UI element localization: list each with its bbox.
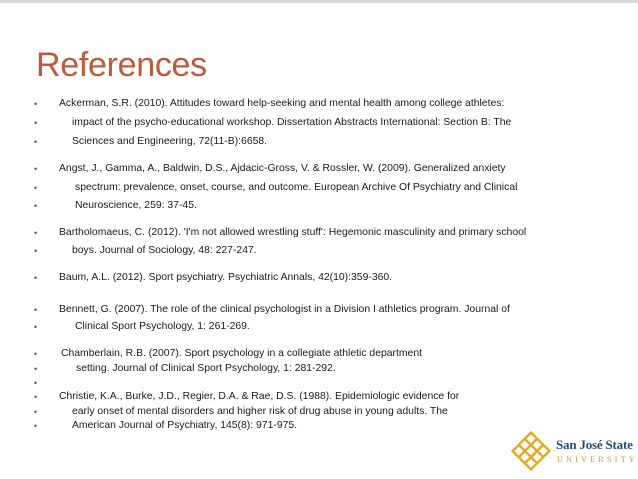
- reference-text: early onset of mental disorders and higher risk of drug abuse in young adults. The: [72, 406, 448, 417]
- bullet: •: [34, 349, 38, 359]
- reference-line: [0, 226, 600, 240]
- bullet: •: [34, 137, 38, 147]
- reference-text: Bennett, G. (2007). The role of the clinical psychologist in a Division I athletics program. Journal of: [59, 304, 510, 315]
- university-logo: [511, 431, 638, 473]
- reference-line: [0, 362, 600, 376]
- bullet: •: [34, 305, 38, 315]
- reference-text: boys. Journal of Sociology, 48: 227-247.: [72, 245, 257, 256]
- reference-text: Christie, K.A., Burke, J.D., Regier, D.A. & Rae, D.S. (1988). Epidemiologic evidence for: [59, 391, 460, 402]
- bullet: •: [34, 164, 38, 174]
- university-name: San José State: [556, 437, 633, 452]
- reference-line: [0, 419, 600, 433]
- bullet: •: [34, 99, 38, 109]
- bullet: •: [34, 364, 38, 374]
- bullet: •: [34, 421, 38, 431]
- reference-text: Chamberlain, R.B. (2007). Sport psychology in a collegiate athletic department: [61, 348, 422, 359]
- reference-text: spectrum: prevalence, onset, course, and outcome. European Archive Of Psychiatry and Clinical: [75, 182, 518, 193]
- reference-text: Bartholomaeus, C. (2012). 'I'm not allowed wrestling stuff': Hegemonic masculinity and primary school: [59, 227, 527, 238]
- reference-line: [0, 162, 600, 176]
- bullet: •: [34, 392, 38, 402]
- reference-line: [0, 244, 600, 258]
- reference-text: Clinical Sport Psychology, 1: 261-269.: [75, 321, 250, 332]
- reference-line: [0, 390, 600, 404]
- reference-text: Neuroscience, 259: 37-45.: [75, 200, 197, 211]
- bullet: •: [34, 201, 38, 211]
- reference-line: [0, 135, 600, 149]
- reference-text: setting. Journal of Clinical Sport Psychology, 1: 281-292.: [76, 363, 336, 374]
- reference-line: [0, 271, 600, 285]
- bullet: •: [34, 183, 38, 193]
- bullet: •: [34, 246, 38, 256]
- bullet: •: [34, 407, 38, 417]
- reference-text: American Journal of Psychiatry, 145(8): 971-975.: [72, 420, 298, 431]
- reference-text: Sciences and Engineering, 72(11-B):6658.: [72, 136, 268, 147]
- sjsu-lattice-logo-icon: [511, 431, 551, 471]
- university-subtitle: UNIVERSITY: [557, 455, 638, 464]
- bullet: •: [34, 322, 38, 332]
- reference-line: [0, 181, 600, 195]
- reference-line: [0, 116, 600, 130]
- slide-title: References: [36, 46, 207, 84]
- bullet: •: [34, 378, 38, 388]
- reference-line: [0, 199, 600, 213]
- reference-text: Baum, A.L. (2012). Sport psychiatry. Psychiatric Annals, 42(10):359-360.: [59, 272, 393, 283]
- reference-text: Angst, J., Gamma, A., Baldwin, D.S., Ajdacic-Gross, V. & Rossler, W. (2009). Generalized anxiety: [59, 163, 506, 174]
- reference-line: [0, 405, 600, 419]
- reference-text: impact of the psycho-educational workshop. Dissertation Abstracts International: Section B: The: [72, 117, 512, 128]
- reference-line: [0, 320, 600, 334]
- bullet: •: [34, 118, 38, 128]
- reference-line: [0, 376, 600, 390]
- reference-text: Ackerman, S.R. (2010). Attitudes toward help-seeking and mental health among college athletes:: [59, 98, 505, 109]
- bullet: •: [34, 273, 38, 283]
- reference-line: [0, 97, 600, 111]
- bullet: •: [34, 228, 38, 238]
- reference-line: [0, 303, 600, 317]
- reference-line: [0, 347, 600, 361]
